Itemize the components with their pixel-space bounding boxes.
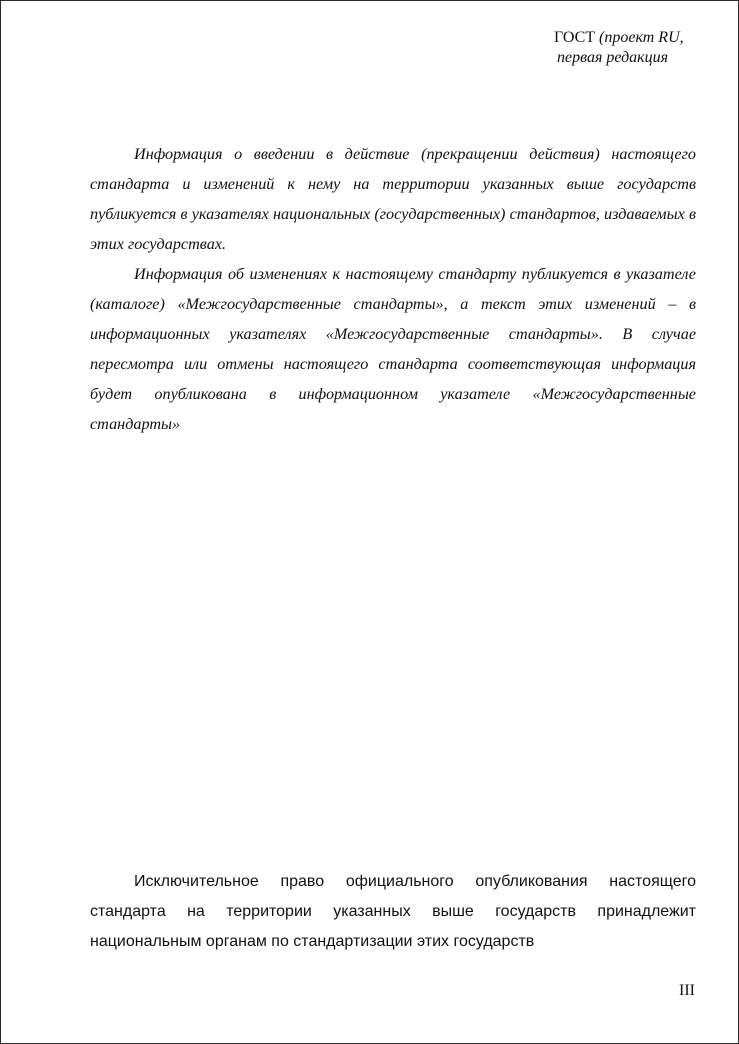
info-paragraph-introduction: Информация о введении в действие (прекращении действия) настоящего стандарта и изменений к нему на территории указанных выше государств публикуется в указателях национальных (государственных) стандартов, издаваемых в этих государствах. bbox=[90, 145, 696, 253]
publication-info-block bbox=[90, 139, 696, 439]
draft-edition: первая редакция bbox=[557, 49, 669, 66]
document-header bbox=[554, 28, 684, 68]
exclusive-rights-block bbox=[90, 867, 696, 957]
info-paragraph-amendments: Информация об изменениях к настоящему стандарту публикуется в указателе (каталоге) «Межгосударственные стандарты», а текст этих изменений – в информационных указателях «Межгосударственные стандарты». В случае пересмотра или отмены настоящего стандарта соответствующая информация будет опубликована в информационном указателе «Межгосударственные стандарты» bbox=[90, 265, 696, 433]
page-number: III bbox=[679, 982, 695, 999]
draft-note: (проект RU, bbox=[599, 29, 684, 46]
exclusive-rights-paragraph: Исключительное право официального опубликования настоящего стандарта на территории указанных выше государств принадлежит национальным органам по стандартизации этих государств bbox=[90, 873, 696, 950]
standard-code: ГОСТ bbox=[554, 29, 596, 46]
